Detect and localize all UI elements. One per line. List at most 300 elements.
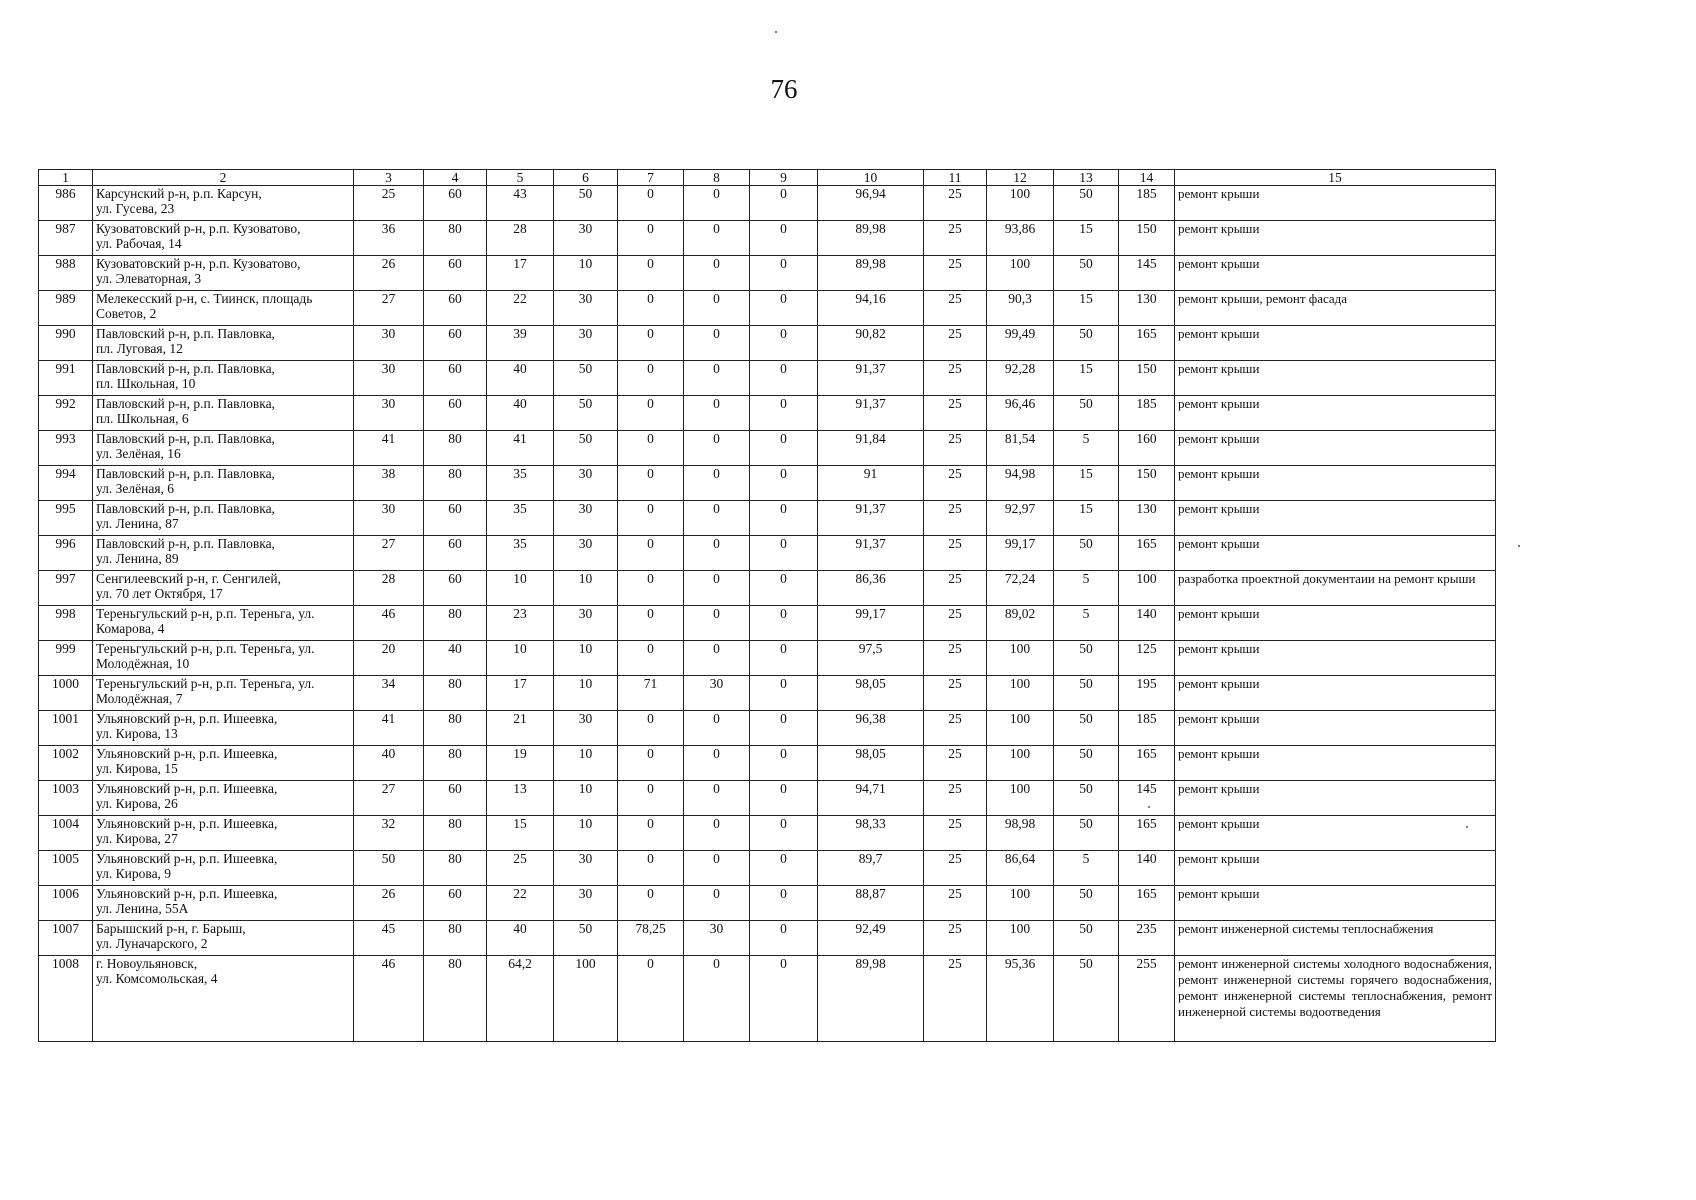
value-cell-col-6: 10	[554, 781, 618, 816]
value-cell-col-8: 0	[684, 536, 750, 571]
value-cell-col-10: 96,94	[818, 186, 924, 221]
row-number-cell: 994	[39, 466, 93, 501]
value-cell-col-11: 25	[924, 886, 987, 921]
value-cell-col-12: 100	[987, 921, 1054, 956]
work-type-cell: ремонт крыши	[1175, 641, 1496, 676]
value-cell-col-11: 25	[924, 291, 987, 326]
value-cell-col-7: 0	[618, 466, 684, 501]
table-row	[39, 466, 1496, 501]
value-cell-col-9: 0	[750, 711, 818, 746]
row-number-cell: 999	[39, 641, 93, 676]
value-cell-col-4: 60	[424, 571, 487, 606]
value-cell-col-8: 0	[684, 326, 750, 361]
value-cell-col-10: 89,98	[818, 256, 924, 291]
value-cell-col-11: 25	[924, 571, 987, 606]
value-cell-col-10: 99,17	[818, 606, 924, 641]
value-cell-col-14: 140	[1119, 606, 1175, 641]
value-cell-col-5: 17	[487, 676, 554, 711]
value-cell-col-4: 60	[424, 256, 487, 291]
value-cell-col-4: 80	[424, 956, 487, 1042]
address-cell: Тереньгульский р-н, р.п. Тереньга, ул. Комарова, 4	[93, 606, 354, 641]
value-cell-col-11: 25	[924, 781, 987, 816]
value-cell-col-7: 0	[618, 746, 684, 781]
row-number-cell: 986	[39, 186, 93, 221]
value-cell-col-12: 92,28	[987, 361, 1054, 396]
value-cell-col-3: 27	[354, 536, 424, 571]
value-cell-col-6: 30	[554, 501, 618, 536]
value-cell-col-11: 25	[924, 466, 987, 501]
value-cell-col-7: 0	[618, 431, 684, 466]
value-cell-col-3: 32	[354, 816, 424, 851]
work-type-cell: ремонт крыши	[1175, 501, 1496, 536]
work-type-cell: ремонт крыши	[1175, 886, 1496, 921]
value-cell-col-9: 0	[750, 886, 818, 921]
value-cell-col-4: 80	[424, 466, 487, 501]
value-cell-col-14: 185	[1119, 711, 1175, 746]
value-cell-col-4: 40	[424, 641, 487, 676]
value-cell-col-10: 89,98	[818, 221, 924, 256]
table-row	[39, 921, 1496, 956]
work-type-cell: ремонт крыши	[1175, 746, 1496, 781]
column-header: 5	[487, 170, 554, 186]
column-header: 8	[684, 170, 750, 186]
value-cell-col-12: 99,49	[987, 326, 1054, 361]
value-cell-col-5: 35	[487, 536, 554, 571]
value-cell-col-11: 25	[924, 921, 987, 956]
value-cell-col-6: 30	[554, 326, 618, 361]
value-cell-col-4: 60	[424, 291, 487, 326]
value-cell-col-9: 0	[750, 186, 818, 221]
value-cell-col-5: 43	[487, 186, 554, 221]
value-cell-col-9: 0	[750, 956, 818, 1042]
table-row	[39, 571, 1496, 606]
value-cell-col-4: 60	[424, 326, 487, 361]
value-cell-col-14: 165	[1119, 326, 1175, 361]
row-number-cell: 1006	[39, 886, 93, 921]
value-cell-col-4: 60	[424, 781, 487, 816]
value-cell-col-3: 30	[354, 326, 424, 361]
row-number-cell: 990	[39, 326, 93, 361]
value-cell-col-4: 80	[424, 816, 487, 851]
row-number-cell: 995	[39, 501, 93, 536]
value-cell-col-4: 60	[424, 501, 487, 536]
column-header: 3	[354, 170, 424, 186]
value-cell-col-14: 255	[1119, 956, 1175, 1042]
row-number-cell: 1000	[39, 676, 93, 711]
address-cell: Павловский р-н, р.п. Павловка, пл. Луговая, 12	[93, 326, 354, 361]
value-cell-col-5: 17	[487, 256, 554, 291]
value-cell-col-4: 80	[424, 711, 487, 746]
value-cell-col-4: 60	[424, 396, 487, 431]
value-cell-col-4: 80	[424, 921, 487, 956]
value-cell-col-11: 25	[924, 431, 987, 466]
value-cell-col-6: 30	[554, 221, 618, 256]
column-number-row	[39, 170, 1496, 186]
value-cell-col-14: 165	[1119, 746, 1175, 781]
row-number-cell: 991	[39, 361, 93, 396]
value-cell-col-13: 50	[1054, 396, 1119, 431]
value-cell-col-9: 0	[750, 396, 818, 431]
column-header: 10	[818, 170, 924, 186]
value-cell-col-13: 15	[1054, 221, 1119, 256]
value-cell-col-9: 0	[750, 466, 818, 501]
value-cell-col-14: 145	[1119, 781, 1175, 816]
value-cell-col-12: 98,98	[987, 816, 1054, 851]
table-row	[39, 361, 1496, 396]
value-cell-col-8: 0	[684, 291, 750, 326]
table-row	[39, 326, 1496, 361]
value-cell-col-13: 50	[1054, 536, 1119, 571]
column-header: 12	[987, 170, 1054, 186]
value-cell-col-8: 0	[684, 956, 750, 1042]
work-type-cell: ремонт крыши	[1175, 326, 1496, 361]
value-cell-col-8: 0	[684, 746, 750, 781]
value-cell-col-4: 60	[424, 886, 487, 921]
value-cell-col-10: 91,37	[818, 501, 924, 536]
value-cell-col-11: 25	[924, 186, 987, 221]
value-cell-col-5: 21	[487, 711, 554, 746]
table-row	[39, 536, 1496, 571]
address-cell: Ульяновский р-н, р.п. Ишеевка, ул. Кирова, 26	[93, 781, 354, 816]
value-cell-col-12: 94,98	[987, 466, 1054, 501]
value-cell-col-11: 25	[924, 956, 987, 1042]
work-type-cell: ремонт крыши	[1175, 361, 1496, 396]
value-cell-col-11: 25	[924, 711, 987, 746]
value-cell-col-6: 50	[554, 431, 618, 466]
row-number-cell: 998	[39, 606, 93, 641]
value-cell-col-13: 50	[1054, 886, 1119, 921]
value-cell-col-12: 100	[987, 711, 1054, 746]
column-header: 7	[618, 170, 684, 186]
table-body	[39, 186, 1496, 1042]
value-cell-col-11: 25	[924, 816, 987, 851]
value-cell-col-7: 0	[618, 571, 684, 606]
value-cell-col-6: 10	[554, 676, 618, 711]
address-cell: Мелекесский р-н, с. Тиинск, площадь Советов, 2	[93, 291, 354, 326]
table-row	[39, 746, 1496, 781]
value-cell-col-14: 145	[1119, 256, 1175, 291]
value-cell-col-4: 80	[424, 431, 487, 466]
value-cell-col-6: 30	[554, 886, 618, 921]
value-cell-col-8: 0	[684, 711, 750, 746]
value-cell-col-5: 40	[487, 921, 554, 956]
value-cell-col-12: 72,24	[987, 571, 1054, 606]
value-cell-col-6: 30	[554, 606, 618, 641]
table-row	[39, 186, 1496, 221]
value-cell-col-7: 0	[618, 221, 684, 256]
row-number-cell: 997	[39, 571, 93, 606]
value-cell-col-11: 25	[924, 221, 987, 256]
table-row	[39, 256, 1496, 291]
value-cell-col-13: 50	[1054, 326, 1119, 361]
value-cell-col-10: 91,37	[818, 361, 924, 396]
row-number-cell: 989	[39, 291, 93, 326]
value-cell-col-12: 86,64	[987, 851, 1054, 886]
value-cell-col-13: 15	[1054, 291, 1119, 326]
value-cell-col-13: 50	[1054, 781, 1119, 816]
value-cell-col-6: 10	[554, 816, 618, 851]
work-type-cell: ремонт крыши	[1175, 396, 1496, 431]
value-cell-col-10: 91,37	[818, 536, 924, 571]
value-cell-col-11: 25	[924, 851, 987, 886]
value-cell-col-5: 41	[487, 431, 554, 466]
value-cell-col-5: 40	[487, 361, 554, 396]
value-cell-col-6: 10	[554, 571, 618, 606]
work-type-cell: ремонт крыши	[1175, 431, 1496, 466]
value-cell-col-6: 30	[554, 536, 618, 571]
value-cell-col-11: 25	[924, 676, 987, 711]
row-number-cell: 1003	[39, 781, 93, 816]
value-cell-col-12: 93,86	[987, 221, 1054, 256]
row-number-cell: 1001	[39, 711, 93, 746]
value-cell-col-3: 36	[354, 221, 424, 256]
table-row	[39, 431, 1496, 466]
value-cell-col-8: 0	[684, 816, 750, 851]
value-cell-col-13: 50	[1054, 186, 1119, 221]
address-cell: Павловский р-н, р.п. Павловка, пл. Школьная, 10	[93, 361, 354, 396]
value-cell-col-5: 35	[487, 501, 554, 536]
value-cell-col-7: 0	[618, 326, 684, 361]
value-cell-col-12: 100	[987, 746, 1054, 781]
value-cell-col-8: 0	[684, 571, 750, 606]
work-type-cell: ремонт крыши	[1175, 256, 1496, 291]
value-cell-col-14: 150	[1119, 466, 1175, 501]
value-cell-col-10: 89,7	[818, 851, 924, 886]
value-cell-col-10: 98,33	[818, 816, 924, 851]
table-row	[39, 711, 1496, 746]
value-cell-col-6: 30	[554, 851, 618, 886]
value-cell-col-9: 0	[750, 221, 818, 256]
value-cell-col-8: 0	[684, 396, 750, 431]
table-row	[39, 851, 1496, 886]
address-cell: Павловский р-н, р.п. Павловка, ул. Ленина, 87	[93, 501, 354, 536]
value-cell-col-9: 0	[750, 256, 818, 291]
address-cell: Павловский р-н, р.п. Павловка, ул. Ленина, 89	[93, 536, 354, 571]
value-cell-col-6: 10	[554, 256, 618, 291]
value-cell-col-11: 25	[924, 326, 987, 361]
value-cell-col-10: 88,87	[818, 886, 924, 921]
value-cell-col-10: 98,05	[818, 746, 924, 781]
value-cell-col-13: 50	[1054, 816, 1119, 851]
scan-speck	[775, 31, 777, 33]
column-header: 1	[39, 170, 93, 186]
column-header: 11	[924, 170, 987, 186]
value-cell-col-9: 0	[750, 361, 818, 396]
value-cell-col-5: 10	[487, 571, 554, 606]
table-row	[39, 221, 1496, 256]
value-cell-col-3: 50	[354, 851, 424, 886]
value-cell-col-8: 0	[684, 501, 750, 536]
value-cell-col-14: 185	[1119, 186, 1175, 221]
value-cell-col-13: 5	[1054, 431, 1119, 466]
value-cell-col-3: 25	[354, 186, 424, 221]
value-cell-col-8: 0	[684, 256, 750, 291]
value-cell-col-5: 40	[487, 396, 554, 431]
table-row	[39, 956, 1496, 1042]
value-cell-col-8: 0	[684, 606, 750, 641]
row-number-cell: 1005	[39, 851, 93, 886]
value-cell-col-13: 15	[1054, 361, 1119, 396]
value-cell-col-10: 94,16	[818, 291, 924, 326]
value-cell-col-8: 0	[684, 431, 750, 466]
value-cell-col-10: 90,82	[818, 326, 924, 361]
value-cell-col-5: 22	[487, 886, 554, 921]
work-type-cell: ремонт инженерной системы холодного водоснабжения, ремонт инженерной системы горячего водоснабжения, ремонт инженерной системы теплоснабжения, ремонт инженерной системы водоотведения	[1175, 956, 1496, 1042]
value-cell-col-9: 0	[750, 676, 818, 711]
value-cell-col-11: 25	[924, 641, 987, 676]
address-cell: Ульяновский р-н, р.п. Ишеевка, ул. Кирова, 27	[93, 816, 354, 851]
value-cell-col-14: 140	[1119, 851, 1175, 886]
address-cell: Ульяновский р-н, р.п. Ишеевка, ул. Кирова, 15	[93, 746, 354, 781]
value-cell-col-8: 30	[684, 921, 750, 956]
work-type-cell: ремонт крыши	[1175, 186, 1496, 221]
column-header: 2	[93, 170, 354, 186]
value-cell-col-12: 99,17	[987, 536, 1054, 571]
column-header: 4	[424, 170, 487, 186]
value-cell-col-12: 81,54	[987, 431, 1054, 466]
value-cell-col-14: 195	[1119, 676, 1175, 711]
value-cell-col-13: 50	[1054, 921, 1119, 956]
value-cell-col-5: 23	[487, 606, 554, 641]
value-cell-col-14: 235	[1119, 921, 1175, 956]
value-cell-col-3: 40	[354, 746, 424, 781]
value-cell-col-9: 0	[750, 431, 818, 466]
value-cell-col-7: 78,25	[618, 921, 684, 956]
value-cell-col-6: 30	[554, 711, 618, 746]
value-cell-col-8: 0	[684, 886, 750, 921]
page-number: 76	[770, 74, 798, 104]
scan-speck	[1518, 545, 1520, 547]
row-number-cell: 1004	[39, 816, 93, 851]
column-header: 9	[750, 170, 818, 186]
value-cell-col-3: 34	[354, 676, 424, 711]
value-cell-col-12: 96,46	[987, 396, 1054, 431]
value-cell-col-7: 0	[618, 396, 684, 431]
repair-register-table	[38, 169, 1496, 1042]
value-cell-col-13: 50	[1054, 676, 1119, 711]
value-cell-col-6: 30	[554, 291, 618, 326]
value-cell-col-3: 45	[354, 921, 424, 956]
value-cell-col-14: 150	[1119, 361, 1175, 396]
value-cell-col-4: 60	[424, 536, 487, 571]
value-cell-col-5: 15	[487, 816, 554, 851]
value-cell-col-14: 125	[1119, 641, 1175, 676]
value-cell-col-14: 165	[1119, 886, 1175, 921]
value-cell-col-7: 71	[618, 676, 684, 711]
value-cell-col-14: 130	[1119, 291, 1175, 326]
value-cell-col-3: 27	[354, 291, 424, 326]
value-cell-col-14: 130	[1119, 501, 1175, 536]
value-cell-col-6: 50	[554, 186, 618, 221]
value-cell-col-9: 0	[750, 571, 818, 606]
work-type-cell: разработка проектной документаии на ремонт крыши	[1175, 571, 1496, 606]
value-cell-col-7: 0	[618, 536, 684, 571]
value-cell-col-11: 25	[924, 746, 987, 781]
value-cell-col-9: 0	[750, 291, 818, 326]
value-cell-col-6: 50	[554, 921, 618, 956]
value-cell-col-4: 80	[424, 851, 487, 886]
value-cell-col-9: 0	[750, 501, 818, 536]
value-cell-col-8: 0	[684, 221, 750, 256]
value-cell-col-4: 60	[424, 186, 487, 221]
value-cell-col-5: 39	[487, 326, 554, 361]
value-cell-col-14: 150	[1119, 221, 1175, 256]
work-type-cell: ремонт инженерной системы теплоснабжения	[1175, 921, 1496, 956]
row-number-cell: 993	[39, 431, 93, 466]
value-cell-col-3: 46	[354, 956, 424, 1042]
value-cell-col-4: 80	[424, 606, 487, 641]
value-cell-col-12: 100	[987, 186, 1054, 221]
value-cell-col-9: 0	[750, 851, 818, 886]
value-cell-col-10: 98,05	[818, 676, 924, 711]
value-cell-col-11: 25	[924, 536, 987, 571]
value-cell-col-10: 91,37	[818, 396, 924, 431]
value-cell-col-8: 0	[684, 186, 750, 221]
work-type-cell: ремонт крыши	[1175, 606, 1496, 641]
value-cell-col-13: 50	[1054, 746, 1119, 781]
value-cell-col-10: 96,38	[818, 711, 924, 746]
value-cell-col-7: 0	[618, 781, 684, 816]
value-cell-col-5: 28	[487, 221, 554, 256]
value-cell-col-5: 22	[487, 291, 554, 326]
table-row	[39, 816, 1496, 851]
value-cell-col-10: 92,49	[818, 921, 924, 956]
value-cell-col-9: 0	[750, 641, 818, 676]
value-cell-col-13: 50	[1054, 711, 1119, 746]
work-type-cell: ремонт крыши	[1175, 816, 1496, 851]
address-cell: Павловский р-н, р.п. Павловка, ул. Зелёная, 16	[93, 431, 354, 466]
address-cell: Тереньгульский р-н, р.п. Тереньга, ул. Молодёжная, 10	[93, 641, 354, 676]
value-cell-col-3: 26	[354, 886, 424, 921]
value-cell-col-13: 15	[1054, 501, 1119, 536]
value-cell-col-3: 26	[354, 256, 424, 291]
value-cell-col-6: 30	[554, 466, 618, 501]
value-cell-col-10: 94,71	[818, 781, 924, 816]
value-cell-col-3: 30	[354, 396, 424, 431]
value-cell-col-13: 5	[1054, 851, 1119, 886]
value-cell-col-11: 25	[924, 396, 987, 431]
value-cell-col-5: 35	[487, 466, 554, 501]
value-cell-col-10: 91,84	[818, 431, 924, 466]
work-type-cell: ремонт крыши	[1175, 466, 1496, 501]
value-cell-col-12: 90,3	[987, 291, 1054, 326]
work-type-cell: ремонт крыши	[1175, 221, 1496, 256]
value-cell-col-12: 100	[987, 886, 1054, 921]
row-number-cell: 996	[39, 536, 93, 571]
value-cell-col-6: 100	[554, 956, 618, 1042]
work-type-cell: ремонт крыши	[1175, 781, 1496, 816]
value-cell-col-5: 13	[487, 781, 554, 816]
value-cell-col-8: 0	[684, 641, 750, 676]
value-cell-col-12: 100	[987, 641, 1054, 676]
value-cell-col-6: 10	[554, 746, 618, 781]
value-cell-col-3: 41	[354, 431, 424, 466]
table-row	[39, 396, 1496, 431]
value-cell-col-7: 0	[618, 641, 684, 676]
value-cell-col-8: 30	[684, 676, 750, 711]
value-cell-col-3: 28	[354, 571, 424, 606]
value-cell-col-13: 15	[1054, 466, 1119, 501]
value-cell-col-9: 0	[750, 816, 818, 851]
column-header: 15	[1175, 170, 1496, 186]
value-cell-col-13: 50	[1054, 641, 1119, 676]
address-cell: Павловский р-н, р.п. Павловка, пл. Школьная, 6	[93, 396, 354, 431]
row-number-cell: 1002	[39, 746, 93, 781]
address-cell: Ульяновский р-н, р.п. Ишеевка, ул. Кирова, 13	[93, 711, 354, 746]
value-cell-col-13: 50	[1054, 256, 1119, 291]
value-cell-col-3: 30	[354, 361, 424, 396]
value-cell-col-7: 0	[618, 956, 684, 1042]
